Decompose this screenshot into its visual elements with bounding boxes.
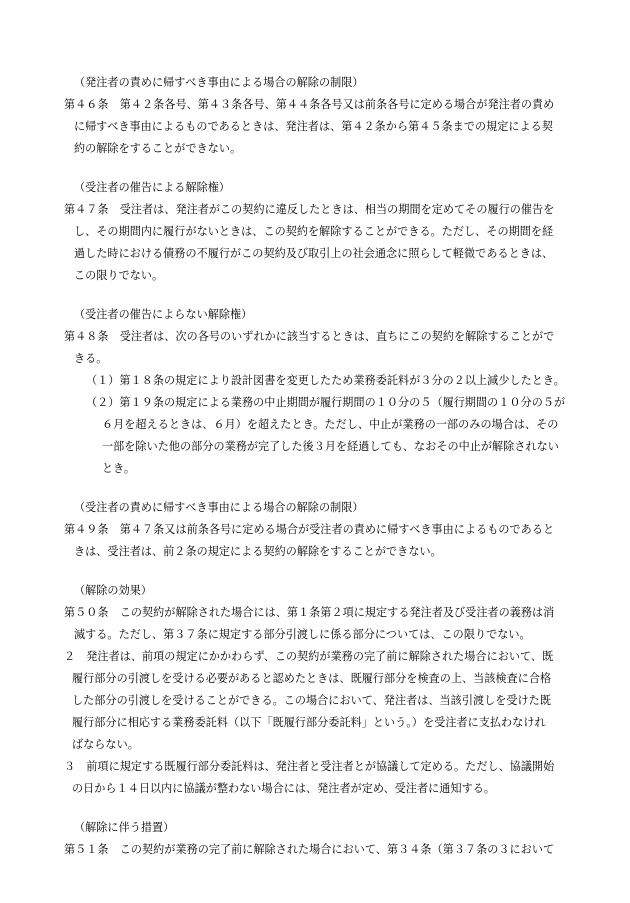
article-50-para-3-line-2: の日から１４日以内に協議が整わない場合には、発注者が定め、受注者に通知する。 — [72, 782, 496, 795]
article-50-para-2-line-4: 履行部分に相応する業務委託料（以下「既履行部分委託料」という。）を受注者に支払わなけれ — [72, 716, 546, 729]
article-47-line-3: 過した時における債務の不履行がこの契約及び取引上の社会通念に照らして軽微であるときは、 — [74, 247, 554, 260]
article-47-line-1: 第４７条 受注者は、発注者がこの契約に違反したときは、相当の期間を定めてその履行の催告を — [64, 203, 555, 216]
article-50-para-2-line-2: 履行部分の引渡しを受ける必要があると認めたときは、既履行部分を検査の上、当該検査に合格 — [72, 672, 552, 685]
article-51-line-1: 第５１条 この契約が業務の完了前に解除された場合において、第３４条（第３７条の３において — [64, 843, 555, 856]
article-46-line-1: 第４６条 第４２条各号、第４３条各号、第４４条各号又は前条各号に定める場合が発注者の責め — [64, 98, 555, 111]
section-heading: （発注者の責めに帰すべき事由による場合の解除の制限） — [74, 76, 364, 89]
article-46-line-2: に帰すべき事由によるものであるときは、発注者は、第４２条から第４５条までの規定による契 — [74, 120, 553, 133]
article-48-line-1: 第４８条 受注者は、次の各号のいずれかに該当するときは、直ちにこの契約を解除することがで — [64, 330, 555, 343]
article-50-para-2-line-3: した部分の引渡しを受けることができる。この場合において、発注者は、当該引渡しを受けた既 — [72, 694, 551, 707]
section-heading: （解除の効果） — [74, 584, 153, 597]
article-47-line-4: この限りでない。 — [74, 269, 164, 282]
section-heading: （受注者の催告によらない解除権） — [74, 308, 253, 321]
article-50-para-3-line-1: ３ 前項に規定する既履行部分委託料は、発注者と受注者とが協議して定める。ただし、協議開始 — [64, 760, 555, 773]
article-48-item-2-cont-2: 一部を除いた他の部分の業務が完了した後３月を経過しても、なおその中止が解除されない — [102, 440, 559, 453]
article-49-line-2: きは、受注者は、前２条の規定による契約の解除をすることができない。 — [74, 545, 442, 558]
article-48-line-2: きる。 — [74, 352, 108, 365]
article-50-para-2-line-1: ２ 発注者は、前項の規定にかかわらず、この契約が業務の完了前に解除された場合において、既 — [64, 650, 554, 663]
article-49-line-1: 第４９条 第４７条又は前条各号に定める場合が受注者の責めに帰すべき事由によるものであると — [64, 523, 555, 536]
section-heading: （解除に伴う措置） — [74, 821, 175, 834]
article-47-line-2: し、その期間内に履行がないときは、この契約を解除することができる。ただし、その期間を経 — [74, 225, 554, 238]
article-46-line-3: 約の解除をすることができない。 — [74, 142, 242, 155]
article-48-item-2-cont-3: とき。 — [102, 462, 135, 475]
section-heading: （受注者の催告による解除権） — [74, 181, 231, 194]
section-heading: （受注者の責めに帰すべき事由による場合の解除の制限） — [74, 501, 364, 514]
article-50-line-1: 第５０条 この契約が解除された場合には、第１条第２項に規定する発注者及び受注者の義務は消 — [64, 606, 555, 619]
article-48-item-1: （１）第１８条の規定により設計図書を変更したため業務委託料が３分の２以上減少したとき。 — [86, 374, 565, 387]
article-48-item-2: （２）第１９条の規定による業務の中止期間が履行期間の１０分の５（履行期間の１０分の５が — [86, 396, 566, 409]
article-50-para-2-line-5: ばならない。 — [72, 738, 139, 751]
article-48-item-2-cont-1: ６月を超えるときは、６月）を超えたとき。ただし、中止が業務の一部のみの場合は、その — [102, 418, 559, 431]
article-50-line-2: 滅する。ただし、第３７条に規定する部分引渡しに係る部分については、この限りでない。 — [74, 628, 531, 641]
